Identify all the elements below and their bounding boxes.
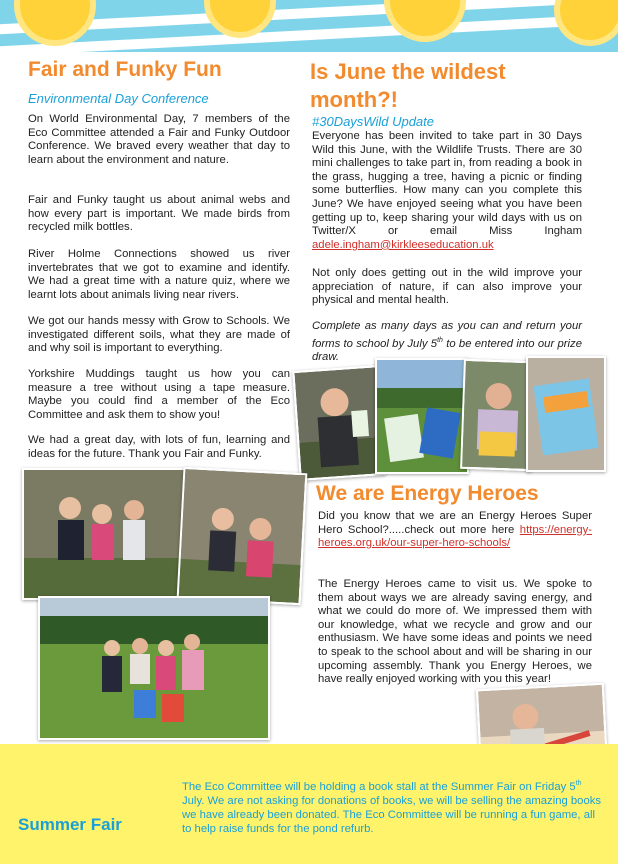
prize-draw-text-b: to be entered into our prize draw. — [312, 337, 582, 363]
wildest-month-paragraph-2: Not only does getting out in the wild improve your appreciation of nature, if can also improve your physical and mental health. — [312, 267, 582, 307]
header-banner — [0, 0, 618, 52]
wildest-month-subtitle: #30DaysWild Update — [312, 114, 435, 129]
wildest-month-title-line-2: month?! — [310, 87, 398, 112]
photo-reading-book — [460, 359, 536, 471]
photo-wild-cards — [375, 358, 469, 474]
energy-heroes-link[interactable]: https://energy-heroes.org.uk/our-super-hero-schools/ — [318, 523, 593, 550]
sun-icon — [20, 0, 90, 40]
photo-wild-book — [526, 356, 606, 472]
fair-funky-paragraph-6: We had a great day, with lots of fun, learning and ideas for the future. Thank you Fair and Funky. — [28, 434, 290, 460]
summer-fair-title: Summer Fair — [18, 815, 122, 834]
wildest-month-text: Everyone has been invited to take part in 30 Days Wild this June, with the Wildlife Trusts. There are 30 mini challenges to take part in, from reading a book in the grass, hugging a tree, having a picnic or finding some butterflies. How many can you complete this June? We have enjoyed seeing what you have been getting up to, keep sharing your wild days with us on Twitter/X or email Miss Ingham — [312, 130, 582, 238]
summer-fair-sup: th — [575, 780, 582, 787]
fair-funky-title: Fair and Funky Fun — [28, 58, 222, 81]
photo-group-outdoors — [22, 468, 188, 600]
sun-icon — [560, 0, 618, 40]
fair-funky-paragraph-2: Fair and Funky taught us about animal webs and how every part is important. We made birds from recycled milk bottles. — [28, 194, 290, 234]
fair-funky-paragraph-5: Yorkshire Muddings taught us how you can measure a tree without using a tape measure. Maybe you could find a member of the Eco Committee and ask them to show you! — [28, 368, 290, 421]
photo-group-on-field — [38, 596, 270, 740]
energy-heroes-paragraph-2: The Energy Heroes came to visit us. We spoke to them about ways we are already saving energy, and what we could do more of. We impressed them with our knowledge, what we recycle and grow and our enthusiasm. We have some ideas and points we need to speak to the school about and will be sharing in our upcoming assembly. Thank you Energy Heroes, we have really enjoyed working with you this year! — [318, 578, 592, 686]
sun-icon — [210, 0, 270, 32]
photo-children-smiling — [177, 467, 308, 605]
fair-funky-paragraph-4: We got our hands messy with Grow to Schools. We investigated different soils, what they are made of and why soil is important to everything. — [28, 315, 290, 355]
wildest-month-title — [310, 58, 506, 114]
fair-funky-paragraph-1: On World Environmental Day, 7 members of the Eco Committee attended a Fair and Funky Outdoor Conference. We braved every weather that day to learn about the environment and nature. — [28, 113, 290, 166]
summer-fair-text-b: July. We are not asking for donations of books, we will be selling the amazing books we have already been donated. The Eco Committee will be running a fun game, all to help raise funds for the pond refurb. — [182, 794, 602, 835]
energy-heroes-title: We are Energy Heroes — [316, 482, 539, 505]
fair-funky-paragraph-3: River Holme Connections showed us river invertebrates that we got to examine and identify. We had a great time with a nature quiz, where we learnt lots about animals living near rivers. — [28, 248, 290, 301]
energy-heroes-intro: Did you know that we are an Energy Heroes Super Hero School?.....check out more here — [318, 510, 592, 536]
prize-draw-sup: th — [437, 336, 443, 344]
summer-fair-text — [182, 777, 602, 836]
energy-heroes-paragraph-1 — [318, 510, 592, 551]
wildest-month-title-line-1: Is June the wildest — [310, 59, 506, 84]
email-link[interactable]: adele.ingham@kirkleeseducation.uk — [312, 238, 494, 251]
prize-draw-text-a: Complete as many days as you can and return your forms to school by July 5 — [312, 320, 582, 350]
fair-funky-subtitle: Environmental Day Conference — [28, 91, 209, 106]
photo-child-with-card — [292, 365, 385, 481]
summer-fair-text-a: The Eco Committee will be holding a book stall at the Summer Fair on Friday 5 — [182, 780, 576, 793]
wildest-month-paragraph-1 — [312, 130, 582, 252]
